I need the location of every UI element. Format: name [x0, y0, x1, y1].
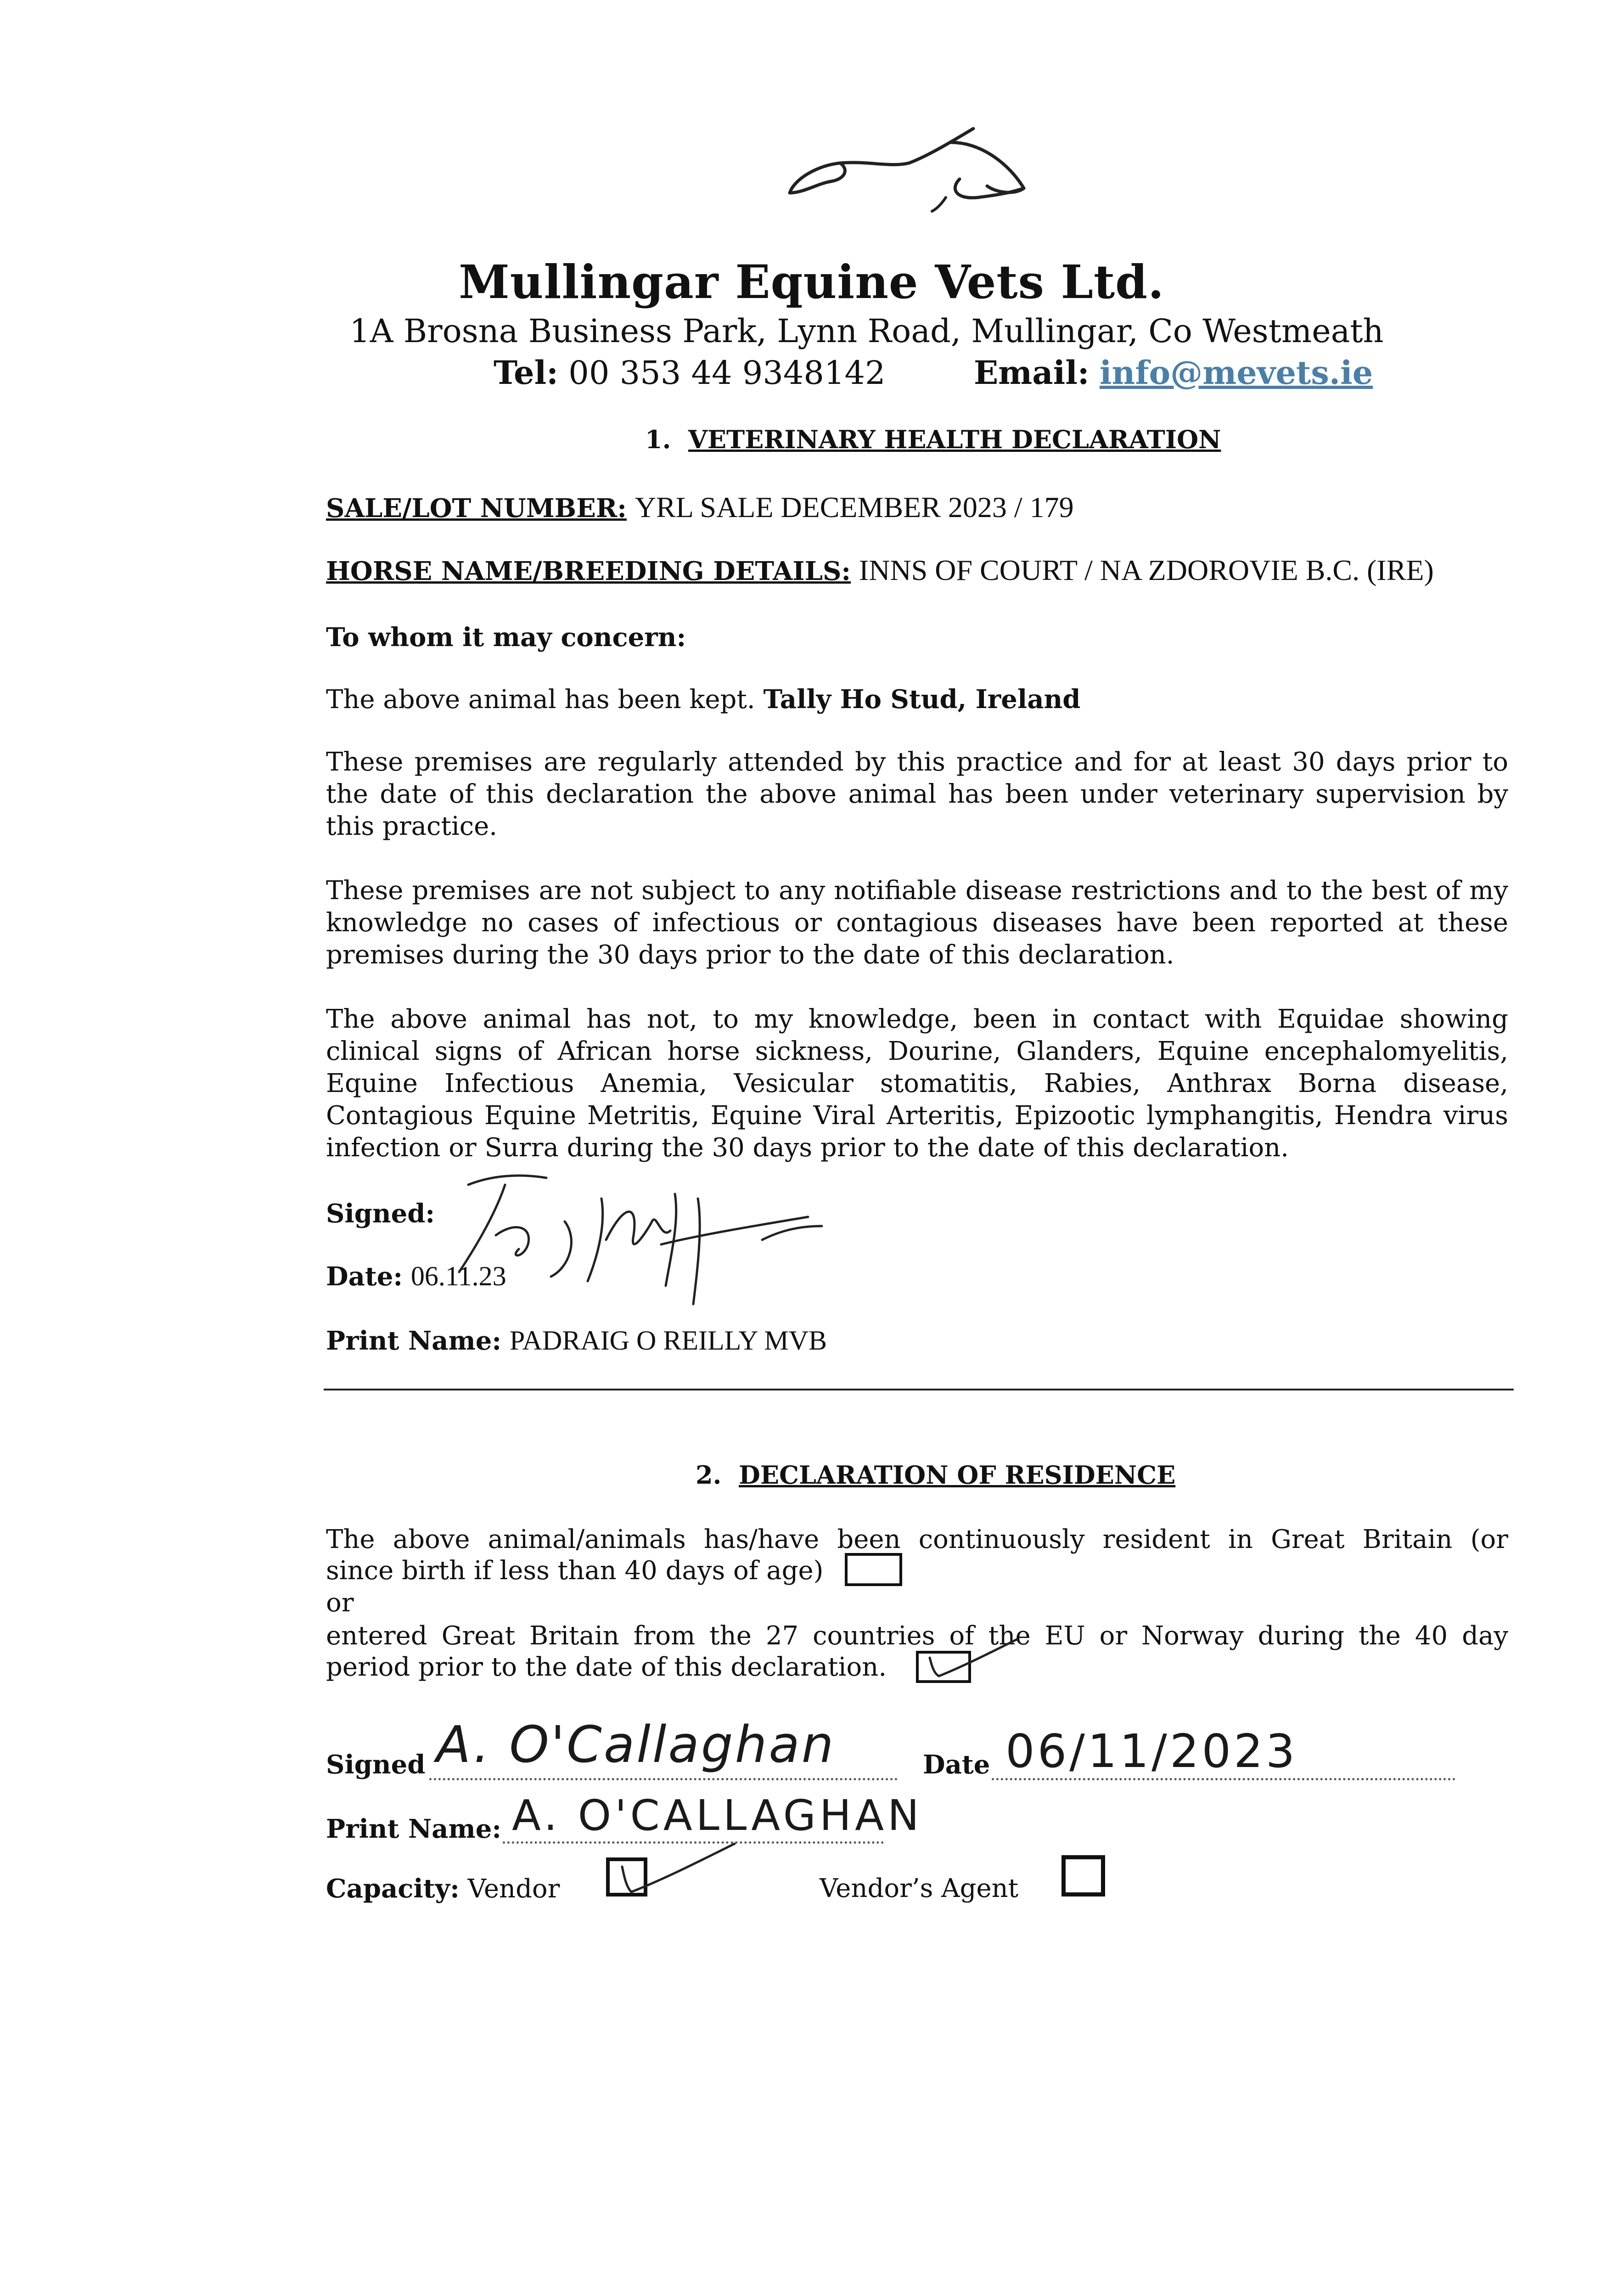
vet-date-value: 06.11.23 [410, 1261, 506, 1291]
vendor-print-name-label [326, 1814, 501, 1844]
vet-date-line [326, 1261, 506, 1292]
date-dotted-line [992, 1778, 1455, 1780]
residence-line-2-text: since birth if less than 40 days of age) [326, 1556, 824, 1586]
section2-number: 2. [696, 1460, 722, 1490]
sale-lot-line [326, 490, 1074, 524]
salutation: To whom it may concern: [326, 622, 686, 653]
vet-print-name-value: PADRAIG O REILLY MVB [509, 1325, 827, 1356]
horse-details-label: HORSE NAME/BREEDING DETAILS: [326, 556, 851, 586]
vendor-agent-label: Vendor’s Agent [820, 1874, 1019, 1903]
vendor-print-name-handwritten: A. O'CALLAGHAN [512, 1791, 923, 1840]
section-divider [324, 1389, 1514, 1390]
vendor-signature-handwritten: A. O'Callaghan [436, 1715, 836, 1774]
residence-line-4: period prior to the date of this declaration. [326, 1652, 887, 1682]
contact-line [494, 354, 1373, 392]
vet-signed-label [326, 1199, 435, 1229]
section1-number: 1. [645, 425, 671, 454]
resident-checkbox[interactable] [845, 1553, 902, 1586]
vendor-signed-label [326, 1750, 425, 1780]
vendor-date-label [923, 1750, 990, 1780]
email-label: Email: [973, 354, 1089, 392]
vet-signed-label-text: Signed: [326, 1199, 435, 1229]
section1-title: VETERINARY HEALTH DECLARATION [688, 425, 1221, 454]
section1-heading [645, 425, 1221, 454]
kept-place: Tally Ho Stud, Ireland [763, 684, 1081, 715]
kept-line [326, 684, 1080, 715]
paragraph-supervision: These premises are regularly attended by this practice and for at least 30 days prior to the date of this declaration the above animal has been under veterinary supervision by this practice. [326, 747, 1508, 841]
email-link[interactable]: info@mevets.ie [1099, 354, 1373, 392]
capacity-line [326, 1874, 560, 1904]
horse-logo-icon [776, 124, 1070, 234]
horse-details-line [326, 553, 1434, 587]
vendor-signed-label-text: Signed [326, 1750, 426, 1780]
vendor-check-mark-icon [611, 1835, 744, 1899]
vet-signature [441, 1166, 891, 1318]
tel-label: Tel: [494, 354, 559, 392]
section2-heading [696, 1460, 1175, 1490]
residence-line-3: entered Great Britain from the 27 countries of the EU or Norway during the 40 day [326, 1621, 1508, 1651]
paragraph-diseases: The above animal has not, to my knowledge, been in contact with Equidae showing clinical signs of African horse sickness, Dourine, Glanders, Equine encephalomyelitis, Equine Infectious Anemia, Vesicular stomatitis, Rabies, Anthrax Borna disease, Contagious Equine Metritis, Equine Viral Arteritis, Epizootic lymphangitis, Hendra virus infection or Surra during the 30 days prior to the date of this declaration. [326, 1004, 1508, 1163]
paragraph-restrictions: These premises are not subject to any notifiable disease restrictions and to the best of my knowledge no cases of infectious or contagious diseases have been reported at these premises during the 30 days prior to the date of this declaration. [326, 876, 1508, 970]
company-address: 1A Brosna Business Park, Lynn Road, Mullingar, Co Westmeath [349, 312, 1384, 350]
or-text: or [326, 1588, 354, 1618]
horse-details-value: INNS OF COURT / NA ZDOROVIE B.C. (IRE) [859, 554, 1434, 586]
residence-line-2 [326, 1556, 823, 1586]
kept-text: The above animal has been kept. [326, 685, 755, 715]
vendor-date-handwritten: 06/11/2023 [1005, 1724, 1298, 1778]
signed-dotted-line [429, 1778, 898, 1780]
entered-check-mark-icon [921, 1635, 1022, 1685]
vet-print-name-label: Print Name: [326, 1326, 501, 1356]
sale-lot-label: SALE/LOT NUMBER: [326, 493, 627, 523]
tel-value: 00 353 44 9348142 [568, 354, 886, 392]
company-name: Mullingar Equine Vets Ltd. [459, 255, 1164, 309]
sale-lot-value: YRL SALE DECEMBER 2023 / 179 [635, 491, 1074, 523]
residence-line-1: The above animal/animals has/have been continuously resident in Great Britain (or [326, 1525, 1508, 1554]
vet-date-label: Date: [326, 1261, 403, 1292]
vendor-print-name-label-text: Print Name: [326, 1814, 501, 1844]
section2-title: DECLARATION OF RESIDENCE [738, 1460, 1176, 1490]
vendor-agent-checkbox[interactable] [1061, 1855, 1105, 1896]
vendor-label: Vendor [467, 1874, 560, 1904]
vet-print-name-line [326, 1325, 827, 1356]
capacity-label: Capacity: [326, 1874, 460, 1904]
vendor-date-label-text: Date [923, 1750, 990, 1780]
